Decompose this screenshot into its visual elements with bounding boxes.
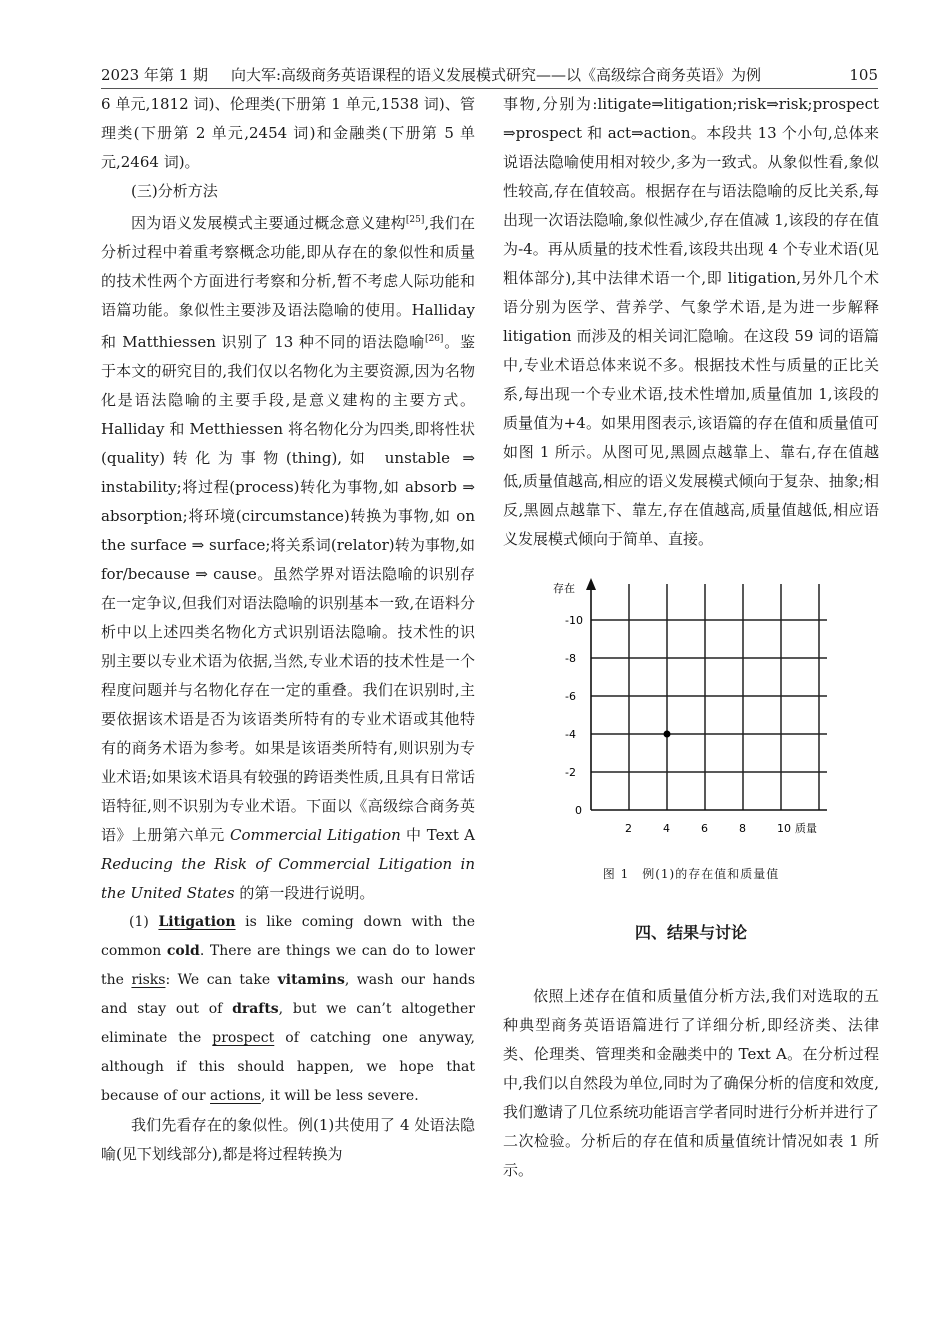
right-column: [503, 90, 879, 1185]
journal-issue: 2023 年第 1 期: [101, 66, 209, 84]
y-axis-label: 存在: [553, 582, 575, 595]
text-run: 。鉴于本文的研究目的,我们仅以名物化为主要资源,因为名物化是语法隐喻的主要手段,是意义建构的主要方式。Halliday 和 Metthiessen 将名物化分为四类,即将性状(quality)转化为事物(thing),如 unstable ⇒ instability;将过程(process)转化为事物,如 absorb ⇒ absorption;将环境(circumstance)转换为事物,如 on the surface ⇒ surface;将关系词(relator)转为事物,如 for/because ⇒ cause。虽然学界对语法隐喻的识别存在一定争议,但我们对语法隐喻的识别基本一致,在语料分析中以上述四类名物化方式识别语法隐喻。技术性的识别主要以专业术语为依据,当然,专业术语的技术性是一个程度问题并与名物化存在一定的重叠。我们在识别时,主要依据该术语是否为该语类所特有的专业术语或其他特有的商务术语为参考。如果是该语类所特有,则识别为专业术语;如果该术语具有较强的跨语类性质,且具有日常话语特征,则不识别为专业术语。下面以《高级综合商务英语》上册第六单元: [101, 333, 475, 844]
y-tick-label: -8: [565, 652, 576, 665]
paragraph-results: 依照上述存在值和质量值分析方法,我们对选取的五种典型商务英语语篇进行了详细分析,即经济类、法律类、伦理类、管理类和金融类中的 Text A。在分析过程中,我们以自然段为单位,同时为了确保分析的信度和效度,我们邀请了几位系统功能语言学者同时进行分析并进行了二次检验。分析后的存在值和质量值统计情况如表 1 所示。: [503, 987, 879, 1179]
italic-title: Commercial Litigation: [229, 826, 401, 844]
text-run: 中 Text A: [400, 826, 475, 844]
citation-25: [25]: [405, 215, 425, 225]
text-run: . There are things we can do to lower the: [101, 943, 476, 988]
origin-label: 0: [575, 804, 582, 817]
term-drafts: drafts: [232, 1001, 279, 1017]
text-run: ,我们在分析过程中着重考察概念功能,即从存在的象似性和质量的技术性两个方面进行考察和分析,暂不考虑人际功能和语篇功能。象似性主要涉及语法隐喻的使用。Halliday 和 Matthiessen 识别了 13 种不同的语法隐喻: [101, 214, 475, 351]
term-vitamins: vitamins: [277, 972, 345, 988]
y-tick-label: -4: [565, 728, 576, 741]
text-run: , but we can’t altogether eliminate the: [101, 1001, 476, 1046]
running-title: 向大军:高级商务英语课程的语义发展模式研究——以《高级综合商务英语》为例: [231, 66, 762, 84]
x-tick-label: 6: [701, 822, 708, 835]
x-tick-label: 4: [663, 822, 670, 835]
data-point: [664, 731, 671, 738]
running-header: [101, 63, 878, 87]
paragraph-method: [101, 206, 475, 908]
italic-title: Reducing the Risk of Commercial Litigation in the United States: [101, 855, 475, 902]
term-litigation: Litigation: [158, 914, 236, 930]
text-run: is like coming down with the common: [101, 914, 475, 959]
x-tick-label: 8: [739, 822, 746, 835]
header-rule: [101, 88, 878, 89]
text-run: : We can take: [165, 972, 278, 988]
example-number: (1): [129, 914, 159, 930]
text-run: , wash our hands and stay out of: [101, 972, 476, 1017]
text-run: of catching one anyway, although if this should happen, we hope that because of our: [101, 1030, 475, 1104]
x-tick-label: 10: [777, 822, 791, 835]
term-cold: cold: [166, 943, 200, 959]
y-tick-label: -6: [565, 690, 576, 703]
figure-caption: 图 1 例(1)的存在值和质量值: [602, 867, 780, 881]
x-tick-label: 2: [625, 822, 632, 835]
paragraph-analysis-cont: 事物,分别为:litigate⇒litigation;risk⇒risk;prospect ⇒prospect 和 act⇒action。本段共 13 个小句,总体来说语法隐喻使用相对较少,多为一致式。从象似性看,象似性较高,存在值较高。根据存在与语法隐喻的反比关系,每出现一次语法隐喻,象似性减少,存在值减 1,该段的存在值为-4。再从质量的技术性看,该段共出现 4 个专业术语(见粗体部分),其中法律术语一个,即 litigation,另外几个术语分别为医学、营养学、气象学术语,是为进一步解释 litigation 而涉及的相关词汇隐喻。在这段 59 词的语篇中,专业术语总体来说不多。根据技术性与质量的正比关系,每出现一个专业术语,技术性增加,质量值加 1,该段的质量值为+4。如果用图表示,该语篇的存在值和质量值可如图 1 所示。从图可见,黑圆点越靠上、靠右,存在值越低,质量值越高,相应的语义发展模式倾向于复杂、抽象;相反,黑圆点越靠下、靠左,存在值越高,质量值越低,相应语义发展模式倾向于简单、直接。: [503, 95, 879, 548]
paragraph-analysis-start: 我们先看存在的象似性。例(1)共使用了 4 处语法隐喻(见下划线部分),都是将过程转换为: [101, 1116, 475, 1163]
subsection-heading: (三)分析方法: [131, 182, 218, 200]
example-1: [101, 908, 475, 1111]
text-run: 的第一段进行说明。: [234, 884, 375, 902]
y-axis-arrow: [586, 578, 596, 590]
page-number: 105: [849, 66, 878, 84]
figure-1: [503, 562, 879, 862]
term-risks: risks: [131, 972, 166, 988]
citation-26: [26]: [424, 334, 444, 344]
y-tick-label: -10: [565, 614, 583, 627]
term-actions: actions: [210, 1088, 261, 1104]
term-prospect: prospect: [212, 1030, 275, 1046]
text-run: 因为语义发展模式主要通过概念意义建构: [131, 214, 406, 232]
y-tick-label: -2: [565, 766, 576, 779]
x-axis-label: 质量: [795, 822, 817, 835]
chart-svg: [503, 562, 879, 862]
text-run: , it will be less severe.: [260, 1088, 419, 1104]
section-heading-4: 四、结果与讨论: [634, 923, 747, 942]
paragraph-continued: 6 单元,1812 词)、伦理类(下册第 1 单元,1538 词)、管理类(下册第 2 单元,2454 词)和金融类(下册第 5 单元,2464 词)。: [101, 95, 475, 171]
left-column: [101, 90, 475, 1169]
